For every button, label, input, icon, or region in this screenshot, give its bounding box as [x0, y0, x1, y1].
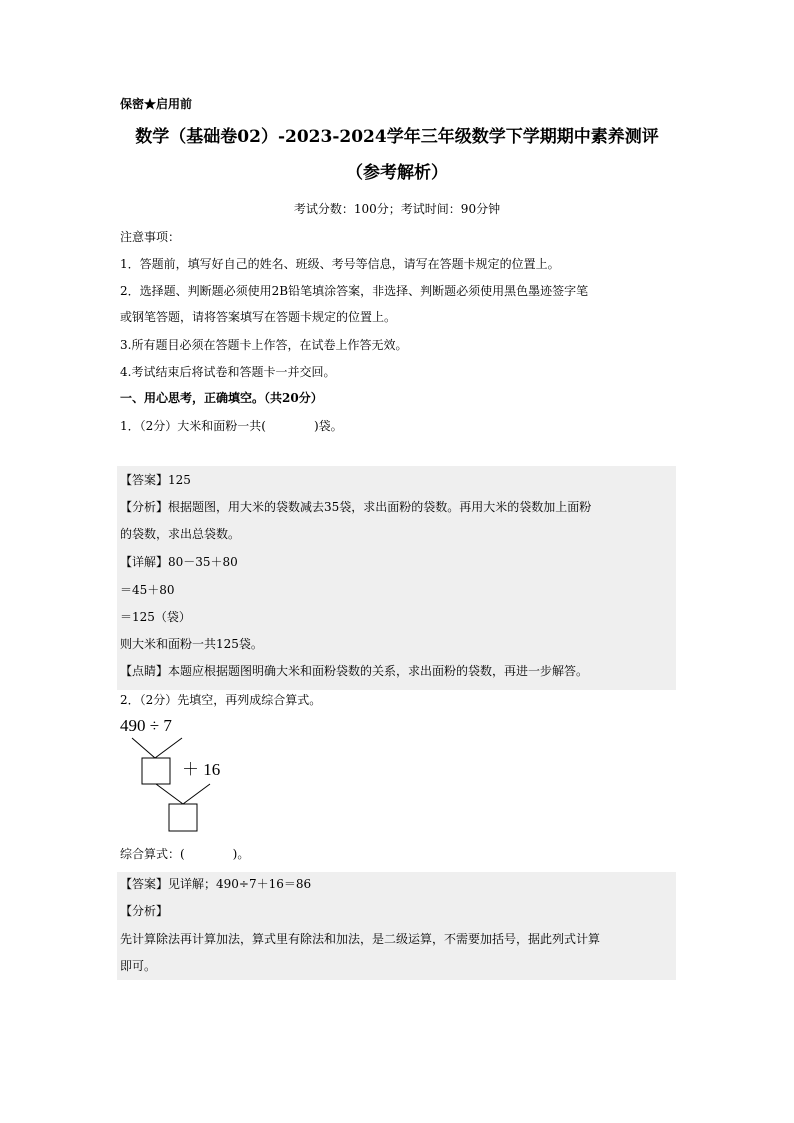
q1-detail: 【详解】80－35＋80 [120, 555, 238, 569]
q1-analysis: 【分析】根据题图，用大米的袋数减去35袋，求出面粉的袋数。再用大米的袋数加上面粉 [120, 500, 592, 514]
q1-tip: 【点睛】本题应根据题图明确大米和面粉袋数的关系，求出面粉的袋数，再进一步解答。 [120, 664, 589, 678]
calculation-tree-diagram [120, 732, 240, 836]
q1-detail: 则大米和面粉一共125袋。 [120, 637, 263, 651]
notice-item: 4.考试结束后将试卷和答题卡一并交回。 [120, 365, 336, 379]
answer-box-2 [169, 804, 197, 831]
question-1: 1．（2分）大米和面粉一共( )袋。 [120, 419, 343, 433]
notice-item: 或钢笔答题，请将答案填写在答题卡规定的位置上。 [120, 310, 397, 324]
document-title: 数学（基础卷02）-2023-2024学年三年级数学下学期期中素养测评 [135, 127, 659, 147]
question-2: 2．（2分）先填空，再列成综合算式。 [120, 693, 322, 707]
q1-detail: ＝45＋80 [120, 583, 175, 597]
tree-branch-right [183, 784, 210, 804]
diagram-plus-expression: ＋ 16 [182, 760, 221, 779]
q1-analysis: 的袋数，求出总袋数。 [120, 527, 241, 541]
document-subtitle: （参考解析） [346, 163, 448, 183]
notice-heading: 注意事项： [120, 230, 181, 244]
confidential-label: 保密★启用前 [120, 97, 193, 111]
tree-branch-right [155, 738, 182, 758]
combined-formula-blank: 综合算式：( )。 [120, 847, 250, 861]
tree-branch-left [156, 784, 183, 804]
notice-item: 3.所有题目必须在答题卡上作答，在试卷上作答无效。 [120, 338, 408, 352]
q1-detail: ＝125（袋） [120, 610, 191, 624]
tree-branch-left [132, 738, 155, 758]
answer-box-1 [142, 758, 170, 784]
exam-info: 考试分数：100分；考试时间：90分钟 [293, 202, 501, 216]
q2-analysis-heading: 【分析】 [120, 904, 169, 918]
notice-item: 1．答题前，填写好自己的姓名、班级、考号等信息，请写在答题卡规定的位置上。 [120, 257, 560, 271]
q2-analysis: 即可。 [120, 959, 157, 973]
q1-answer: 【答案】125 [120, 473, 191, 487]
q2-answer: 【答案】见详解；490÷7＋16＝86 [120, 877, 312, 891]
q2-analysis: 先计算除法再计算加法，算式里有除法和加法，是二级运算，不需要加括号，据此列式计算 [120, 932, 601, 946]
diagram-top-expression: 490 ÷ 7 [120, 716, 172, 735]
notice-item: 2．选择题、判断题必须使用2B铅笔填涂答案，非选择、判断题必须使用黑色墨迹签字笔 [120, 284, 589, 298]
section-heading: 一、用心思考，正确填空。（共20分） [120, 391, 323, 405]
